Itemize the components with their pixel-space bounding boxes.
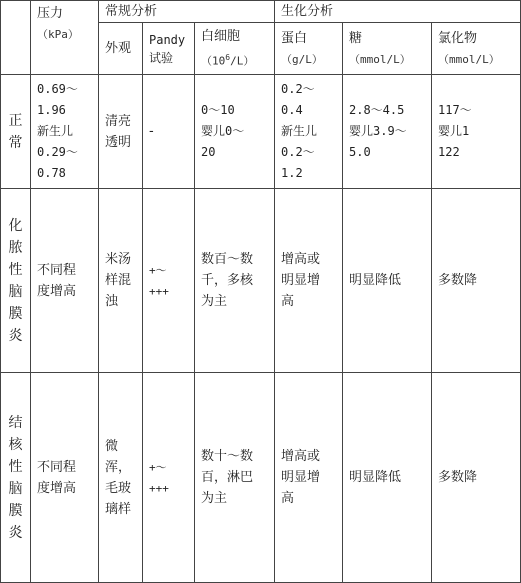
cell-wbc: 0～10 婴儿0～ 20 — [195, 75, 275, 189]
row-name: 化 脓 性 脑 膜 炎 — [1, 189, 31, 373]
cell-appearance: 微 浑， 毛玻 璃样 — [99, 373, 143, 583]
cell-chloride: 多数降 — [432, 189, 521, 373]
cell-appearance: 米汤 样混 浊 — [99, 189, 143, 373]
header-corner — [1, 1, 31, 75]
header-pressure-label: 压力 — [37, 6, 64, 21]
cell-appearance: 清亮 透明 — [99, 75, 143, 189]
header-wbc — [195, 23, 275, 75]
cell-glucose: 明显降低 — [343, 189, 432, 373]
cell-wbc: 数十～数 百，淋巴 为主 — [195, 373, 275, 583]
header-wbc-unit-suffix: /L） — [230, 54, 255, 68]
cell-chloride: 117～ 婴儿1 122 — [432, 75, 521, 189]
cell-pandy: - — [143, 75, 195, 189]
cell-glucose: 明显降低 — [343, 373, 432, 583]
row-name: 正 常 — [1, 75, 31, 189]
header-appearance: 外观 — [99, 23, 143, 75]
header-chloride-unit: （mmol/L） — [438, 52, 500, 66]
header-wbc-unit-prefix: （10 — [201, 54, 226, 68]
header-pressure — [31, 1, 99, 75]
header-protein-unit: （g/L） — [281, 52, 323, 66]
cell-pressure: 不同程 度增高 — [31, 189, 99, 373]
cell-chloride: 多数降 — [432, 373, 521, 583]
header-protein — [275, 23, 343, 75]
header-biochem-group: 生化分析 — [275, 1, 521, 23]
row-name: 结 核 性 脑 膜 炎 — [1, 373, 31, 583]
table-row — [1, 373, 521, 583]
cell-pressure: 0.69～ 1.96 新生儿 0.29～ 0.78 — [31, 75, 99, 189]
table-row — [1, 189, 521, 373]
cell-pressure: 不同程 度增高 — [31, 373, 99, 583]
header-chloride — [432, 23, 521, 75]
cell-protein: 增高或 明显增 高 — [275, 189, 343, 373]
header-protein-label: 蛋白 — [281, 30, 308, 46]
header-wbc-unit — [201, 47, 268, 72]
cell-protein: 增高或 明显增 高 — [275, 373, 343, 583]
table-row — [1, 75, 521, 189]
cell-pandy: +～ +++ — [143, 373, 195, 583]
header-wbc-label: 白细胞 — [201, 28, 241, 44]
header-glucose-label: 糖 — [349, 30, 363, 46]
header-wbc-unit-exp: 6 — [225, 52, 231, 62]
cell-glucose: 2.8～4.5 婴儿3.9～ 5.0 — [343, 75, 432, 189]
header-routine-group: 常规分析 — [99, 1, 275, 23]
header-glucose-unit: （mmol/L） — [349, 52, 411, 66]
header-pressure-unit: （kPa） — [37, 28, 79, 41]
header-glucose — [343, 23, 432, 75]
cell-protein: 0.2～ 0.4 新生儿 0.2～ 1.2 — [275, 75, 343, 189]
header-chloride-label: 氯化物 — [438, 30, 478, 46]
cell-pandy: +～ +++ — [143, 189, 195, 373]
cell-wbc: 数百～数 千，多核 为主 — [195, 189, 275, 373]
header-pandy: Pandy 试验 — [143, 23, 195, 75]
